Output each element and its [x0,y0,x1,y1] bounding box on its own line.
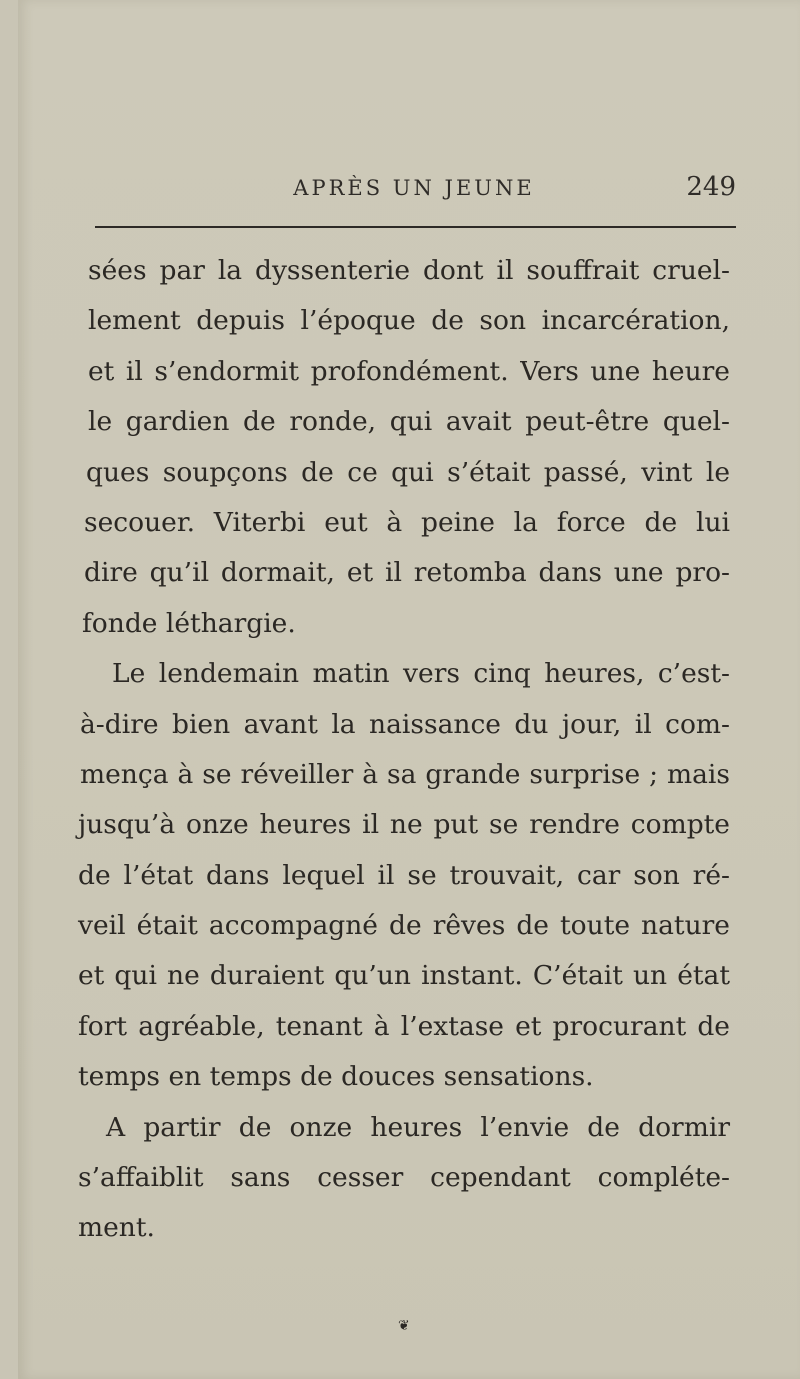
page-number: 249 [686,172,736,202]
text-line: temps en temps de douces sensations. [78,1061,594,1093]
text-line: le gardien de ronde, qui avait peut-être quel- [88,406,730,438]
text-line: et il s’endormit profondément. Vers une heure [88,355,730,387]
text-line: veil était accompagné de rêves de toute nature [78,910,730,942]
text-line: Le lendemain matin vers cinq heures, c’est- [112,658,730,690]
text-line: de l’état dans lequel il se trouvait, car son ré- [78,859,730,891]
text-line: mença à se réveiller à sa grande surprise ; mais [80,758,730,790]
text-line: s’affaiblit sans cesser cependant compléte- [78,1162,730,1194]
text-line: A partir de onze heures l’envie de dormir [106,1111,730,1143]
header-rule [95,226,736,228]
page-header [92,168,736,208]
text-line: ques soupçons de ce qui s’était passé, vint le [86,456,730,488]
body-text [78,246,730,1254]
text-line: sées par la dyssenterie dont il souffrait cruel- [88,255,730,286]
text-line: lement depuis l’époque de son incarcération, [88,305,730,337]
text-line: secouer. Viterbi eut à peine la force de lui [84,506,730,538]
text-line: fort agréable, tenant à l’extase et procurant de [78,1010,730,1042]
running-title: APRÈS UN JEUNE [293,176,535,200]
text-line: dire qu’il dormait, et il retomba dans une pro- [84,557,730,589]
text-line: fonde léthargie. [82,607,296,639]
text-line: jusqu’à onze heures il ne put se rendre compte [78,809,730,841]
text-line: ment. [78,1212,155,1244]
text-line: à-dire bien avant la naissance du jour, il com- [80,708,730,740]
fleuron-ornament: ❦ [398,1318,410,1334]
text-line: et qui ne duraient qu’un instant. C’était un état [78,960,730,992]
